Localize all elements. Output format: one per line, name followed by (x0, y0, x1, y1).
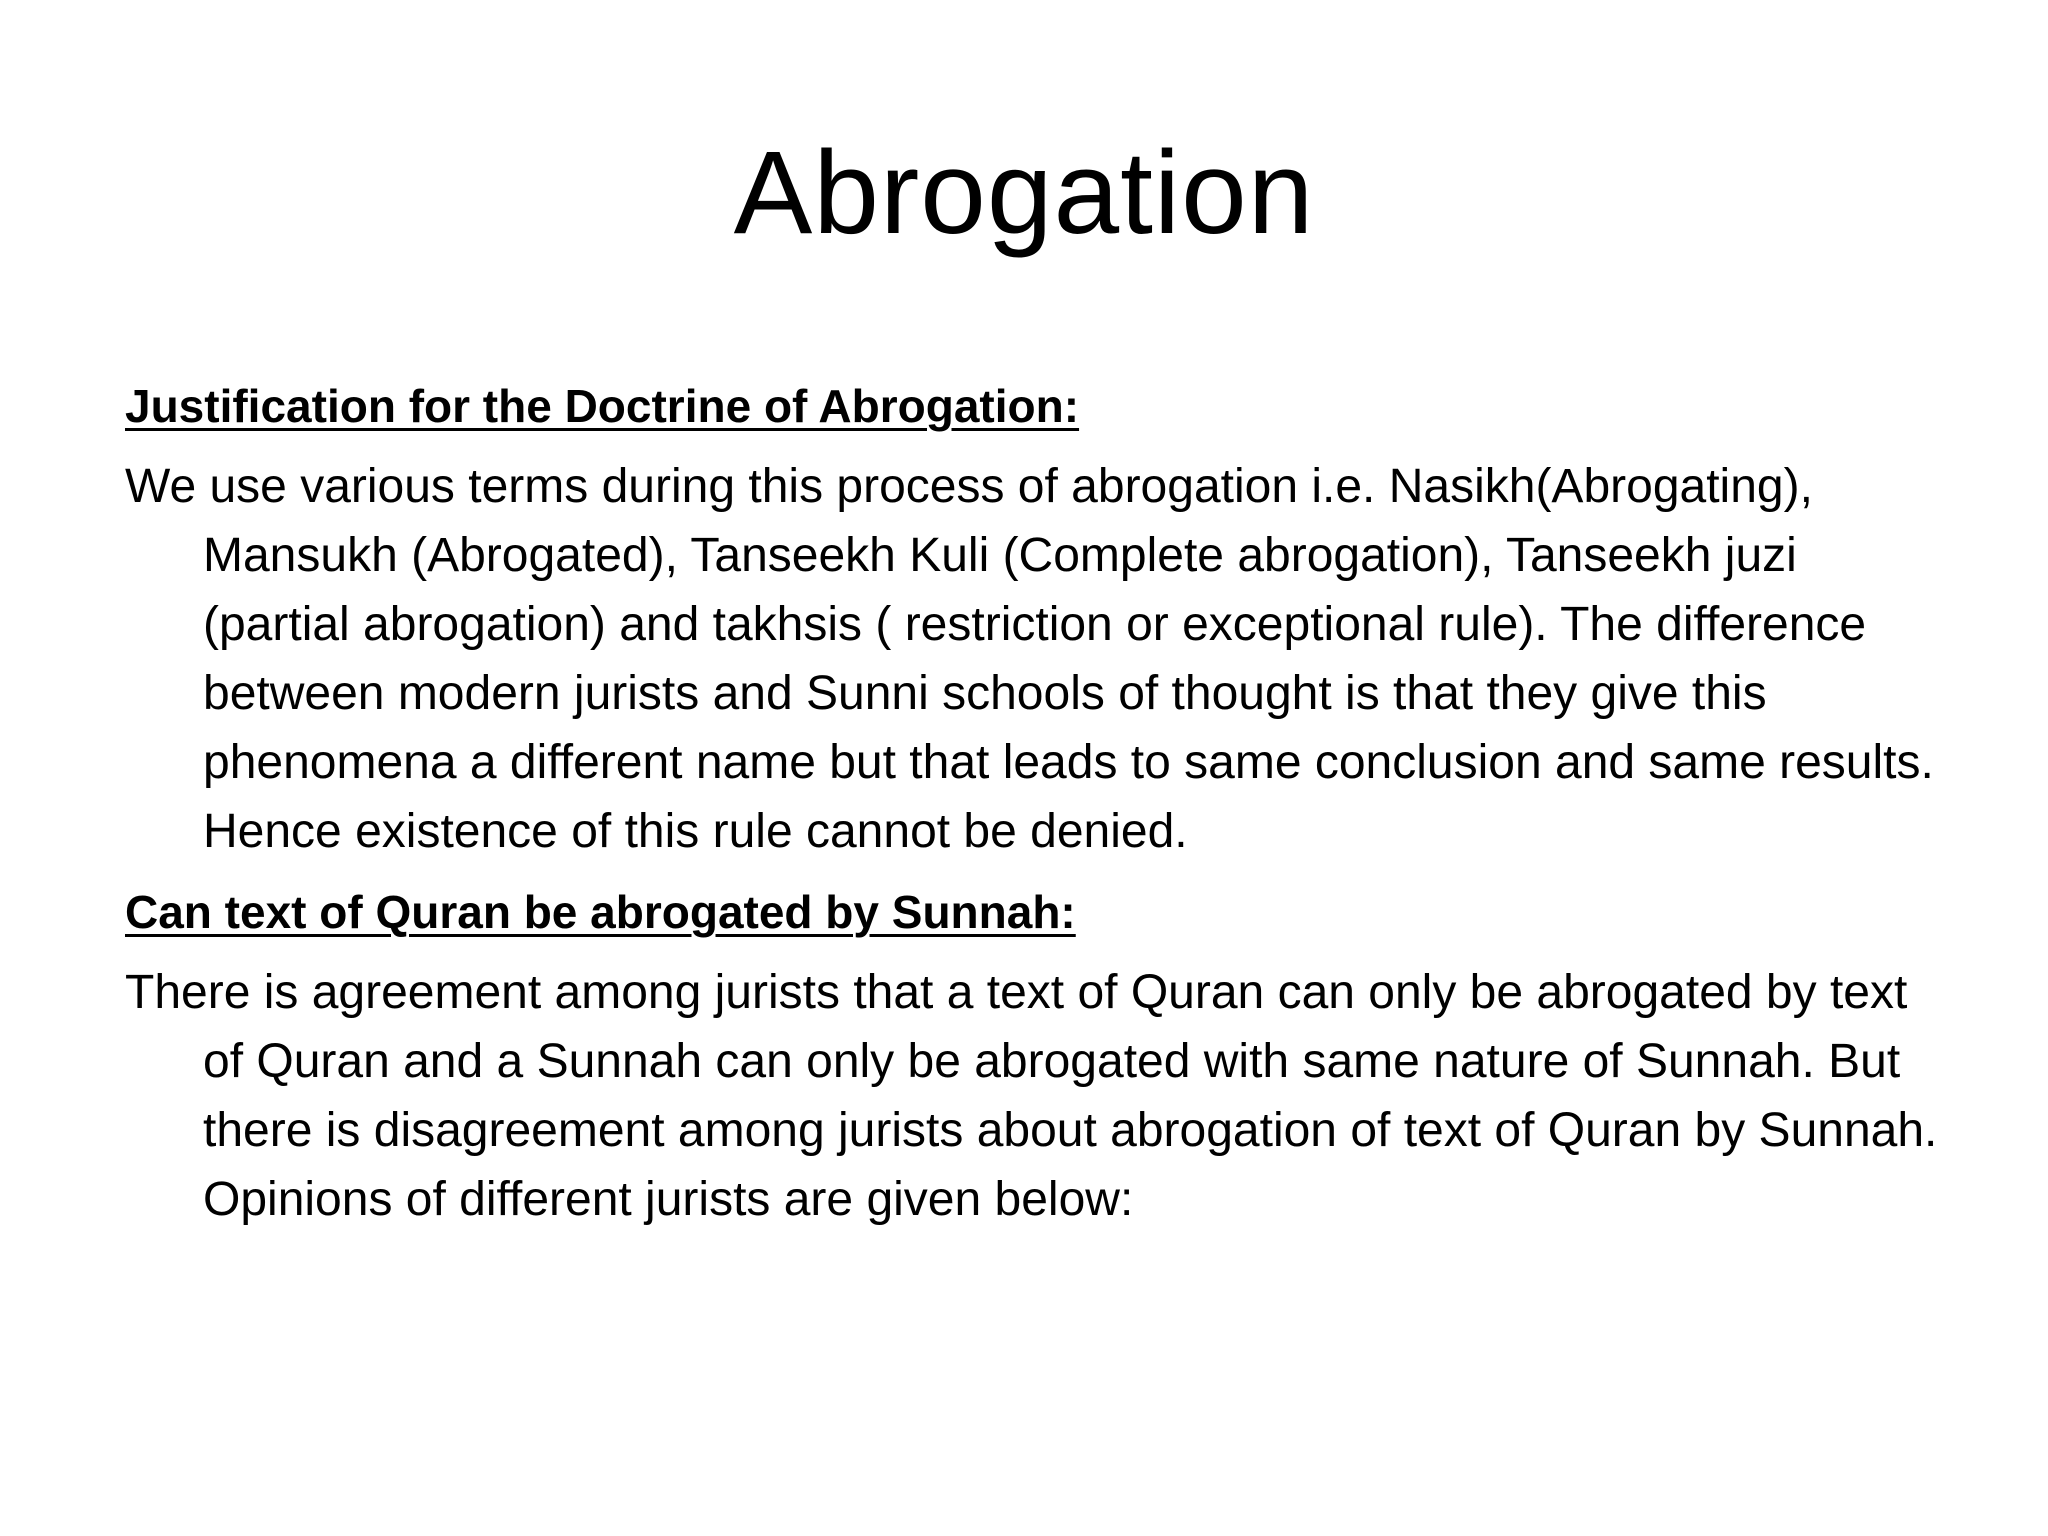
section-body-justification: We use various terms during this process of abrogation i.e. Nasikh(Abrogating), Mansukh (Abrogated), Tanseekh Kuli (Complete abrogation), Tanseekh juzi (partial abrogation) and takhsis ( restriction or exceptional rule). The difference between modern jurists and Sunni schools of thought is that they give this phenomena a different name but that leads to same conclusion and same results. Hence existence of this rule cannot be denied. (125, 460, 1934, 858)
section-body-quran-sunnah: There is agreement among jurists that a text of Quran can only be abrogated by text of Quran and a Sunnah can only be abrogated with same nature of Sunnah. But there is disagreement among jurists about abrogation of text of Quran by Sunnah. Opinions of different jurists are given below: (125, 966, 1938, 1226)
section-heading-quran-sunnah: Can text of Quran be abrogated by Sunnah: (125, 886, 1076, 938)
slide-content (125, 372, 1945, 1246)
slide-title: Abrogation (733, 127, 1315, 259)
section-heading-justification: Justification for the Doctrine of Abrogation: (125, 380, 1080, 432)
